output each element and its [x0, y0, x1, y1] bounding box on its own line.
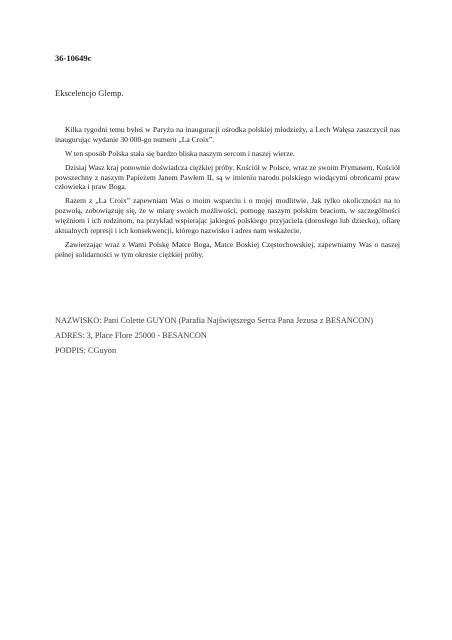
paragraph: Zawierzając wraz z Wami Polskę Matce Boga, Matce Boskiej Częstochowskiej, zapewniamy Was o naszej pełnej solidarności w tym okresie ciężkiej próby. [55, 239, 400, 259]
paragraph: Razem z „La Croix” zapewniam Was o moim wsparciu i o mojej modlitwie. Jak tylko okoliczności na to pozwolą, zobowiązuję się, że w miarę swoich możliwości, pomogę naszym polskim braciom, w szczególności więźniom i ich rodzinom, na przykład wspierając jakiegoś polskiego przyjaciela (dorosłego lub dziecko), ofiarę aktualnych represji i ich konsekwencji, którego nazwisko i adres nam wskażecie. [55, 196, 400, 235]
paragraph: W ten sposób Polska stała się bardzo bliska naszym sercom i naszej wierze. [65, 148, 295, 158]
signature-line: PODPIS: CGuyon [55, 346, 117, 355]
sender-name-line: NAZWISKO: Pani Colette GUYON (Parafia Najświętszego Serca Pana Jezusa z BESANCON) [55, 316, 373, 325]
paragraph: Dzisiaj Wasz kraj ponownie doświadcza ciężkiej próby. Kościół w Polsce, wraz ze swoim Prymasem, Kościół powszechny z naszym Papieżem Janem Pawłem II, są w imieniu narodu polskiego wiodącymi obrońcami praw człowieka i praw Boga. [55, 162, 400, 192]
sender-details [55, 316, 415, 361]
document-number: 36-10649c [55, 53, 92, 63]
letter-body [55, 125, 400, 264]
salutation: Ekscelencjo Glemp. [55, 88, 124, 98]
paragraph: Kilka tygodni temu byłeś w Paryżu na inauguracji ośrodka polskiej młodzieży, a Lech Wałęsa zaszczycił nas inaugurując wydanie 30 000-go numeru „La Croix”. [55, 125, 400, 144]
sender-address-line: ADRES: 3, Place Flore 25000 - BESANCON [55, 331, 207, 340]
